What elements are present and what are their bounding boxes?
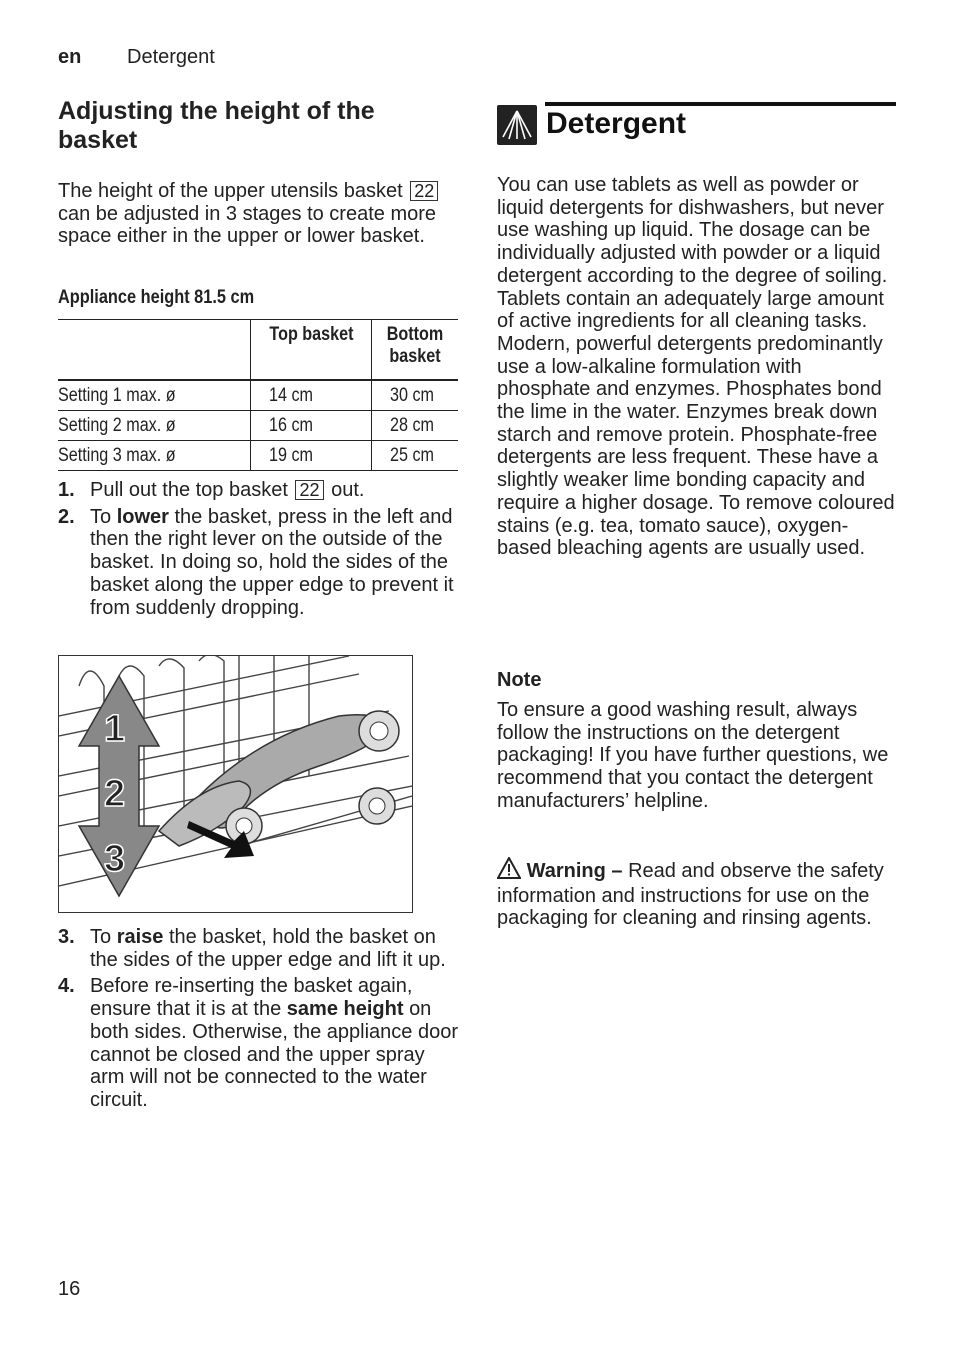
basket-height-illustration bbox=[58, 655, 413, 913]
list-item bbox=[58, 926, 458, 971]
table-header-empty bbox=[58, 320, 251, 381]
part-number-box: 22 bbox=[295, 480, 323, 500]
table-row bbox=[58, 380, 458, 411]
note-paragraph: To ensure a good washing result, always follow the instructions on the detergent packaging! If you have further questions, we recommend that you contact the detergent manufacturers’ helpline. bbox=[497, 699, 889, 812]
detergent-spray-icon bbox=[497, 105, 537, 145]
table-cell-top: 16 cm bbox=[251, 411, 372, 441]
step-number: 2. bbox=[58, 505, 75, 528]
warning-paragraph bbox=[497, 857, 897, 930]
step-text: Before re-inserting the basket again, ensure that it is at the bbox=[90, 975, 413, 1021]
warning-text: Read and observe the safety information and instructions for use on the packaging for cleaning and rinsing agents. bbox=[497, 860, 884, 930]
list-item bbox=[58, 975, 458, 1111]
step-text: the basket, hold the basket on the sides of the upper edge and lift it up. bbox=[90, 926, 446, 971]
step-text: Pull out the top basket bbox=[90, 479, 288, 501]
part-number-box: 22 bbox=[410, 181, 438, 201]
table-cell-top: 14 cm bbox=[251, 380, 372, 411]
table-cell-bottom: 28 cm bbox=[372, 411, 459, 441]
step-text: the basket, press in the left and then the right lever on the outside of the basket. In doing so, hold the sides of the basket along the upper edge to prevent it from suddenly dropping. bbox=[90, 505, 454, 619]
table-cell-setting: Setting 1 max. ø bbox=[58, 380, 251, 411]
table-cell-setting: Setting 2 max. ø bbox=[58, 411, 251, 441]
table-header-top-basket: Top basket bbox=[251, 320, 372, 381]
step-text: To bbox=[90, 505, 112, 528]
step-text: on both sides. Otherwise, the appliance door cannot be closed and the upper spray arm will not be connected to the water circuit. bbox=[90, 998, 458, 1111]
table-subtitle: Appliance height 81.5 cm bbox=[58, 287, 255, 308]
language-code: en bbox=[58, 46, 82, 68]
height-label-1: 1 bbox=[104, 708, 126, 750]
note-heading: Note bbox=[497, 669, 542, 691]
warning-icon bbox=[497, 857, 521, 885]
table-cell-bottom: 30 cm bbox=[372, 380, 459, 411]
table-cell-bottom: 25 cm bbox=[372, 441, 459, 471]
height-label-3: 3 bbox=[104, 838, 126, 880]
section-rule bbox=[545, 102, 896, 106]
table-row bbox=[58, 441, 458, 471]
step-number: 1. bbox=[58, 479, 75, 501]
table-cell-top: 19 cm bbox=[251, 441, 372, 471]
steps-list-b bbox=[58, 926, 458, 1116]
running-header: Detergent bbox=[127, 46, 215, 68]
steps-list-a bbox=[58, 479, 458, 623]
section-title-detergent: Detergent bbox=[546, 107, 687, 140]
basket-rack-drawing bbox=[59, 656, 412, 912]
basket-height-table bbox=[58, 319, 458, 471]
table-cell-setting: Setting 3 max. ø bbox=[58, 441, 251, 471]
step-text: To bbox=[90, 926, 112, 948]
step-emphasis: same height bbox=[286, 998, 404, 1021]
step-emphasis: lower bbox=[116, 505, 169, 528]
list-item bbox=[58, 479, 458, 502]
list-item bbox=[58, 506, 458, 620]
intro-paragraph bbox=[58, 180, 458, 248]
intro-text-a: The height of the upper utensils basket bbox=[58, 180, 403, 202]
step-text: out. bbox=[331, 479, 365, 501]
height-label-2: 2 bbox=[104, 773, 126, 815]
intro-text-b: can be adjusted in 3 stages to create more space either in the upper or lower basket. bbox=[58, 202, 437, 248]
detergent-paragraph: You can use tablets as well as powder or liquid detergents for dishwashers, but never use washing up liquid. The dosage can be individually adjusted with powder or a liquid detergent according to the degree of soiling. Tablets contain an adequately large amount of active ingredients for all cleaning tasks. Modern, powerful detergents predominantly use a low-alkaline formulation with phosphate and enzymes. Phosphates bond the lime in the water. Enzymes break down starch and remove protein. Phosphate-free detergents are less frequent. These have a slightly weaker lime bonding capacity and require a higher dosage. To remove coloured stains (e.g. tea, tomato sauce), oxygen-based bleaching agents are usually used. bbox=[497, 174, 895, 560]
step-number: 3. bbox=[58, 926, 75, 948]
step-emphasis: raise bbox=[116, 926, 164, 948]
table-header-row bbox=[58, 320, 458, 381]
table-row bbox=[58, 411, 458, 441]
section-title-adjusting-height: Adjusting the height of the basket bbox=[58, 97, 375, 154]
page-number: 16 bbox=[58, 1278, 81, 1300]
step-number: 4. bbox=[58, 975, 75, 998]
table-header-bottom-basket: Bottom basket bbox=[372, 320, 459, 381]
warning-label: Warning – bbox=[526, 860, 623, 882]
